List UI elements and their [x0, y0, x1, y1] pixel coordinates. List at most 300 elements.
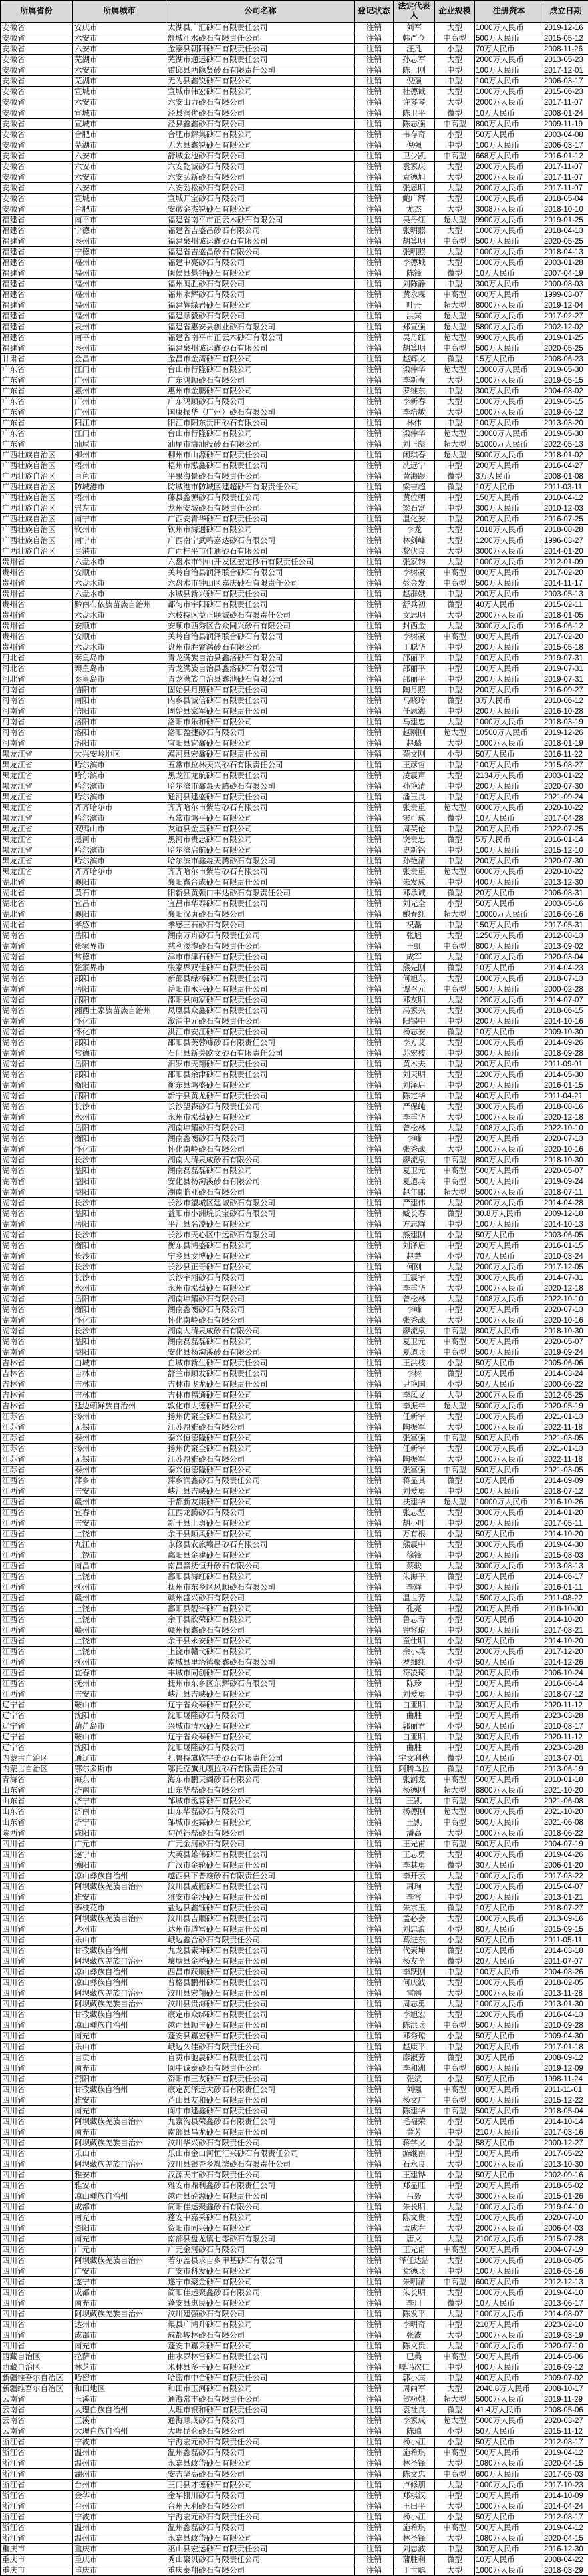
cell-scale: 小型: [435, 44, 475, 55]
cell-scale: 中型: [435, 1550, 475, 1561]
cell-company: 台山市行隆砂石有限公司: [166, 365, 355, 375]
cell-legal-rep: 何刚: [394, 1262, 435, 1273]
cell-company: 福建辉绿岩砂石有限公司: [166, 300, 355, 311]
cell-legal-rep: 刘忠波: [394, 2544, 435, 2555]
cell-status: 注销: [355, 771, 394, 781]
cell-date: 2014-10-14: [543, 2117, 588, 2127]
cell-city: 攀枝花市: [73, 1903, 166, 1914]
cell-date: 2016-01-14: [543, 835, 588, 845]
cell-date: 2023-02-10: [543, 2320, 588, 2330]
cell-date: 2014-10-20: [543, 1529, 588, 1540]
table-row: [1, 2533, 588, 2544]
cell-scale: 大型: [435, 87, 475, 97]
cell-legal-rep: 李明奇: [394, 2320, 435, 2330]
cell-city: 宜春市: [73, 1668, 166, 1679]
cell-province: 安徽省: [1, 119, 73, 130]
cell-capital: 500万人民币: [475, 1465, 543, 1476]
cell-city: 广元市: [73, 2245, 166, 2256]
cell-capital: 1200万人民币: [475, 1070, 543, 1080]
cell-capital: 50万人民币: [475, 130, 543, 140]
cell-province: 四川省: [1, 2149, 73, 2159]
table-row: [1, 2298, 588, 2309]
cell-city: 宜春市: [73, 1508, 166, 1518]
cell-company: 凤凰县众鑫砂石有限责任公司: [166, 1006, 355, 1016]
cell-scale: 微型: [435, 888, 475, 899]
cell-legal-rep: 王凯: [394, 1796, 435, 1807]
cell-status: 注销: [355, 1305, 394, 1315]
table-row: [1, 1006, 588, 1016]
cell-legal-rep: 杨德刚: [394, 1785, 435, 1796]
cell-scale: 大型: [435, 525, 475, 535]
cell-company: 福建省南平市正云木砂石有限公司: [166, 333, 355, 343]
cell-date: 2021-03-05: [543, 1433, 588, 1444]
table-row: [1, 1358, 588, 1369]
cell-scale: 微型: [435, 1946, 475, 1956]
cell-legal-rep: 何庆波: [394, 1978, 435, 1988]
cell-province: 浙江省: [1, 2480, 73, 2491]
table-row: [1, 2191, 588, 2202]
cell-status: 注销: [355, 2448, 394, 2458]
cell-province: 重庆市: [1, 2565, 73, 2576]
cell-date: 2006-04-03: [543, 2223, 588, 2234]
cell-date: 2014-03-24: [543, 1369, 588, 1379]
cell-legal-rep: 张斌: [394, 2074, 435, 2085]
table-row: [1, 1914, 588, 1924]
cell-capital: 100万人民币: [475, 1689, 543, 1700]
cell-company: 于都新友康砂石有限公司: [166, 1497, 355, 1508]
cell-status: 注销: [355, 1476, 394, 1486]
cell-status: 注销: [355, 1807, 394, 1817]
cell-status: 注销: [355, 1668, 394, 1679]
cell-scale: 微型: [435, 696, 475, 706]
table-row: [1, 931, 588, 941]
cell-city: 哈尔滨市: [73, 856, 166, 867]
cell-status: 注销: [355, 322, 394, 333]
cell-date: 2020-11-12: [543, 1732, 588, 1743]
cell-capital: 1000万人民币: [475, 717, 543, 728]
cell-scale: 大型: [435, 1444, 475, 1454]
cell-capital: 9900万人民币: [475, 333, 543, 343]
table-row: [1, 1305, 588, 1315]
table-row: [1, 717, 588, 728]
cell-status: 注销: [355, 1337, 394, 1347]
cell-scale: 中型: [435, 1219, 475, 1230]
table-row: [1, 2362, 588, 2373]
table-row: [1, 1198, 588, 1209]
cell-province: 四川省: [1, 1956, 73, 1967]
cell-province: 辽宁省: [1, 1711, 73, 1721]
cell-company: 渠县广鸿升砂石有限公司: [166, 2320, 355, 2330]
table-row: [1, 183, 588, 194]
cell-capital: 20万人民币: [475, 888, 543, 899]
cell-city: 达州市: [73, 2320, 166, 2330]
cell-date: 2017-11-07: [543, 97, 588, 108]
cell-city: 六安市: [73, 162, 166, 172]
cell-province: 江西省: [1, 1689, 73, 1700]
cell-date: 2003-05-13: [543, 589, 588, 600]
cell-legal-rep: 李德城: [394, 258, 435, 268]
cell-city: 延边朝鲜族自治州: [73, 1401, 166, 1412]
cell-status: 注销: [355, 236, 394, 247]
cell-status: 注销: [355, 589, 394, 600]
cell-capital: 1000万人民币: [475, 258, 543, 268]
cell-scale: 大型: [435, 1102, 475, 1112]
table-row: [1, 1027, 588, 1038]
table-row: [1, 23, 588, 33]
cell-city: 南昌市: [73, 1561, 166, 1572]
cell-legal-rep: 凌震声: [394, 771, 435, 781]
cell-capital: 10万人民币: [475, 1476, 543, 1486]
cell-province: 福建省: [1, 279, 73, 290]
cell-status: 注销: [355, 2288, 394, 2298]
cell-date: 2014-10-13: [543, 1219, 588, 1230]
cell-company: 台州天利砂石有限公司: [166, 2501, 355, 2512]
table-row: [1, 1753, 588, 1764]
cell-status: 注销: [355, 2245, 394, 2256]
cell-date: 2018-10-30: [543, 1604, 588, 1615]
cell-legal-rep: 朱发成: [394, 877, 435, 888]
cell-province: 湖南省: [1, 1144, 73, 1155]
cell-capital: 8800万人民币: [475, 1807, 543, 1817]
cell-scale: 大型: [435, 535, 475, 546]
cell-city: 怀化市: [73, 1144, 166, 1155]
cell-province: 四川省: [1, 2020, 73, 2031]
cell-legal-rep: 嘎玛次仁: [394, 2362, 435, 2373]
table-row: [1, 1550, 588, 1561]
cell-legal-rep: 杨德刚: [394, 1807, 435, 1817]
table-row: [1, 1273, 588, 1283]
cell-legal-rep: 钟容琅: [394, 1625, 435, 1636]
cell-company: 沈阳晟隆砂石有限公司: [166, 1711, 355, 1721]
cell-date: 2016-09-12: [543, 2362, 588, 2373]
cell-legal-rep: 赵璐: [394, 738, 435, 749]
cell-province: 黑龙江省: [1, 760, 73, 771]
table-row: [1, 1604, 588, 1615]
table-row: [1, 1796, 588, 1807]
cell-province: 湖北省: [1, 888, 73, 899]
table-row: [1, 97, 588, 108]
cell-company: 五常市拉林天兴砂石有限责任公司: [166, 760, 355, 771]
cell-legal-rep: 曲胜: [394, 1743, 435, 1753]
cell-scale: 大型: [435, 1273, 475, 1283]
cell-company: 闽侯县悬钟砂石有限公司: [166, 268, 355, 279]
cell-status: 注销: [355, 119, 394, 130]
cell-province: 贵州省: [1, 600, 73, 610]
cell-capital: 200万人民币: [475, 2181, 543, 2191]
cell-status: 注销: [355, 2352, 394, 2362]
cell-province: 安徽省: [1, 44, 73, 55]
cell-province: 湖南省: [1, 1283, 73, 1294]
cell-province: 湖南省: [1, 1091, 73, 1102]
table-row: [1, 1112, 588, 1123]
cell-company: 宜昌市华泰砂石有限责任公司: [166, 899, 355, 909]
cell-legal-rep: 李新春: [394, 375, 435, 386]
table-row: [1, 76, 588, 87]
cell-legal-rep: 罗维东: [394, 386, 435, 397]
table-row: [1, 1529, 588, 1540]
cell-legal-rep: 王虹: [394, 941, 435, 952]
cell-status: 注销: [355, 2170, 394, 2181]
table-row: [1, 119, 588, 130]
table-row: [1, 2020, 588, 2031]
cell-province: 江苏省: [1, 1444, 73, 1454]
cell-province: 湖南省: [1, 1123, 73, 1134]
cell-legal-rep: 邓承诚: [394, 888, 435, 899]
cell-province: 山东省: [1, 1807, 73, 1817]
cell-company: 慈利溇澧砂石有限责任公司: [166, 941, 355, 952]
cell-date: 2003-05-16: [543, 899, 588, 909]
cell-status: 注销: [355, 162, 394, 172]
cell-province: 四川省: [1, 2202, 73, 2213]
cell-scale: 中型: [435, 1091, 475, 1102]
cell-capital: 500万人民币: [475, 2523, 543, 2533]
cell-province: 四川省: [1, 1967, 73, 1978]
cell-scale: 中高型: [435, 1796, 475, 1807]
table-row: [1, 1657, 588, 1668]
cell-status: 注销: [355, 1657, 394, 1668]
cell-capital: 500万人民币: [475, 2448, 543, 2458]
table-row: [1, 268, 588, 279]
cell-status: 注销: [355, 1636, 394, 1647]
cell-province: 湖南省: [1, 1241, 73, 1251]
cell-company: 水城县新兴砂石有限责任公司: [166, 589, 355, 600]
cell-legal-rep: 孙艳清: [394, 856, 435, 867]
cell-status: 注销: [355, 1262, 394, 1273]
cell-date: 2021-01-13: [543, 1444, 588, 1454]
cell-company: 沈阳晟隆砂石有限公司: [166, 1743, 355, 1753]
cell-status: 注销: [355, 632, 394, 642]
cell-capital: 70万人民币: [475, 44, 543, 55]
cell-date: 2008-04-22: [543, 2555, 588, 2565]
cell-company: 内乡县诚信砂石有限责任公司: [166, 696, 355, 706]
table-row: [1, 429, 588, 439]
cell-date: 2010-08-17: [543, 1721, 588, 1732]
table-row: [1, 546, 588, 557]
cell-company: 米林县多卡砂石有限公司: [166, 2362, 355, 2373]
cell-city: 福州市: [73, 300, 166, 311]
cell-scale: 超大型: [435, 333, 475, 343]
cell-legal-rep: 史新铭: [394, 845, 435, 856]
cell-capital: 1000万人民币: [475, 1978, 543, 1988]
table-row: [1, 525, 588, 535]
cell-company: 敦化市大德砂石有限公司: [166, 1401, 355, 1412]
cell-legal-rep: 洪宾: [394, 311, 435, 322]
cell-company: 洛阳盈捷砂石有限公司: [166, 728, 355, 738]
cell-scale: 小型: [435, 2170, 475, 2181]
cell-capital: 50万人民币: [475, 2074, 543, 2085]
cell-date: 2014-10-16: [543, 1016, 588, 1027]
cell-legal-rep: 张家钧: [394, 557, 435, 568]
cell-city: 重庆市: [73, 2555, 166, 2565]
cell-scale: 中型: [435, 653, 475, 664]
cell-date: 2016-12-30: [543, 2544, 588, 2555]
cell-date: 2020-10-22: [543, 867, 588, 877]
cell-legal-rep: 郭小宾: [394, 2373, 435, 2384]
cell-status: 注销: [355, 2095, 394, 2106]
cell-capital: 10万人民币: [475, 2298, 543, 2309]
cell-status: 注销: [355, 2384, 394, 2394]
cell-city: 邵阳市: [73, 1091, 166, 1102]
cell-company: 新邵县绿杨砂石有限责任公司: [166, 974, 355, 984]
cell-scale: 微型: [435, 1903, 475, 1914]
cell-city: 温州市: [73, 2533, 166, 2544]
cell-city: 六安市: [73, 44, 166, 55]
cell-scale: 大型: [435, 375, 475, 386]
table-row: [1, 1732, 588, 1743]
cell-scale: 中型: [435, 1967, 475, 1978]
cell-legal-rep: 孙志军: [394, 55, 435, 65]
cell-province: 黑龙江省: [1, 792, 73, 803]
cell-scale: 中型: [435, 2042, 475, 2053]
cell-capital: 50万人民币: [475, 1615, 543, 1625]
cell-province: 黑龙江省: [1, 824, 73, 835]
table-row: [1, 578, 588, 589]
table-row: [1, 471, 588, 482]
cell-status: 注销: [355, 279, 394, 290]
cell-scale: 大型: [435, 1508, 475, 1518]
cell-legal-rep: 冯家兴: [394, 1006, 435, 1016]
cell-date: 2017-12-05: [543, 1262, 588, 1273]
cell-date: 2015-05-12: [543, 33, 588, 44]
cell-scale: 大型: [435, 2458, 475, 2469]
cell-company: 藤县鑫源砂石有限责任公司: [166, 493, 355, 503]
cell-scale: 微型: [435, 1860, 475, 1871]
cell-company: 峨边久佳砂石有限责任公司: [166, 2042, 355, 2053]
cell-company: 哈尔滨启航砂石有限公司: [166, 845, 355, 856]
table-body: [1, 23, 588, 2576]
cell-capital: 300万人民币: [475, 279, 543, 290]
cell-scale: 大型: [435, 247, 475, 258]
cell-date: 2015-08-27: [543, 760, 588, 771]
cell-scale: 大型: [435, 2384, 475, 2394]
table-row: [1, 557, 588, 568]
cell-city: 南充市: [73, 2298, 166, 2309]
cell-scale: 大型: [435, 2223, 475, 2234]
cell-capital: 1000万人民币: [475, 1444, 543, 1454]
cell-legal-rep: 吴丹红: [394, 333, 435, 343]
cell-capital: 100万人民币: [475, 653, 543, 664]
cell-date: 2017-12-01: [543, 65, 588, 76]
cell-status: 注销: [355, 1540, 394, 1550]
table-row: [1, 1080, 588, 1091]
cell-capital: 1000万人民币: [475, 1882, 543, 1892]
cell-company: 通海顺成砂石有限公司: [166, 2416, 355, 2426]
cell-date: 2016-01-12: [543, 151, 588, 162]
cell-city: 南充市: [73, 2106, 166, 2117]
cell-company: 汶川县贵海砂石有限责任公司: [166, 1999, 355, 2010]
cell-date: 2015-04-07: [543, 1882, 588, 1892]
cell-date: 2012-08-17: [543, 2512, 588, 2523]
cell-company: 汶川县威雁砂石有限责任公司: [166, 1882, 355, 1892]
cell-status: 注销: [355, 525, 394, 535]
cell-province: 广西壮族自治区: [1, 471, 73, 482]
cell-city: 长沙市: [73, 1102, 166, 1112]
table-row: [1, 2063, 588, 2074]
cell-province: 广东省: [1, 365, 73, 375]
table-row: [1, 439, 588, 450]
cell-date: 2018-07-13: [543, 974, 588, 984]
cell-city: 长沙市: [73, 1273, 166, 1283]
cell-scale: 小型: [435, 2031, 475, 2042]
cell-province: 湖南省: [1, 1305, 73, 1315]
cell-date: 2013-03-20: [543, 418, 588, 429]
cell-date: 2013-01-21: [543, 1892, 588, 1903]
cell-date: 2018-01-02: [543, 450, 588, 461]
cell-company: 台山市行隆砂石有限公司: [166, 429, 355, 439]
cell-status: 注销: [355, 2063, 394, 2074]
cell-status: 注销: [355, 1679, 394, 1689]
cell-status: 注销: [355, 55, 394, 65]
table-row: [1, 1187, 588, 1198]
cell-legal-rep: 施希琪: [394, 2523, 435, 2533]
cell-company: 哈尔滨市鑫淼天腾砂石有限公司: [166, 856, 355, 867]
cell-scale: 大型: [435, 1038, 475, 1048]
table-row: [1, 2512, 588, 2523]
cell-scale: 大型: [435, 1123, 475, 1134]
cell-status: 注销: [355, 888, 394, 899]
cell-scale: 微型: [435, 1572, 475, 1582]
cell-capital: 1000万人民币: [475, 2501, 543, 2512]
cell-capital: 200万人民币: [475, 1134, 543, 1144]
cell-city: 重庆市: [73, 2544, 166, 2555]
cell-status: 注销: [355, 1134, 394, 1144]
cell-status: 注销: [355, 1625, 394, 1636]
cell-city: 金华市: [73, 2491, 166, 2501]
cell-company: 芦山县友和砂石有限责任公司: [166, 2095, 355, 2106]
cell-status: 注销: [355, 2544, 394, 2555]
cell-company: 辽宁省众泰砂石有限公司: [166, 1700, 355, 1711]
cell-legal-rep: 祝磊: [394, 920, 435, 931]
cell-legal-rep: 梁仲华: [394, 365, 435, 375]
cell-province: 广西壮族自治区: [1, 450, 73, 461]
cell-company: 泰兴恒德隆砂石有限公司: [166, 1433, 355, 1444]
cell-date: 2019-09-24: [543, 1176, 588, 1187]
cell-city: 宁波市: [73, 2437, 166, 2448]
cell-province: 四川省: [1, 2170, 73, 2181]
cell-scale: 中型: [435, 1892, 475, 1903]
table-row: [1, 1518, 588, 1529]
cell-date: 2018-01-19: [543, 738, 588, 749]
cell-scale: 中高型: [435, 2020, 475, 2031]
cell-legal-rep: 白亚明: [394, 1700, 435, 1711]
cell-province: 内蒙古自治区: [1, 1753, 73, 1764]
cell-capital: 100万人民币: [475, 65, 543, 76]
table-row: [1, 162, 588, 172]
cell-capital: 200万人民币: [475, 1550, 543, 1561]
cell-province: 湖南省: [1, 1048, 73, 1059]
cell-province: 河北省: [1, 674, 73, 685]
cell-city: 台州市: [73, 2501, 166, 2512]
cell-legal-rep: 李辉: [394, 1582, 435, 1593]
cell-company: 南部县盘龙镇七零砂石有限公司: [166, 2234, 355, 2245]
cell-legal-rep: 游继南: [394, 2149, 435, 2159]
cell-status: 注销: [355, 600, 394, 610]
cell-date: 2016-01-15: [543, 1241, 588, 1251]
cell-status: 注销: [355, 535, 394, 546]
cell-legal-rep: 陈志强: [394, 119, 435, 130]
cell-city: 广安市: [73, 2266, 166, 2277]
cell-scale: 中型: [435, 1048, 475, 1059]
cell-province: 四川省: [1, 2063, 73, 2074]
cell-date: 2010-03-24: [543, 1251, 588, 1262]
cell-status: 注销: [355, 226, 394, 236]
cell-scale: 微型: [435, 813, 475, 824]
cell-capital: 9900万人民币: [475, 215, 543, 226]
cell-capital: 1000万人民币: [475, 1454, 543, 1465]
cell-date: 2016-04-27: [543, 461, 588, 471]
cell-capital: 50万人民币: [475, 1358, 543, 1369]
cell-province: 湖南省: [1, 1251, 73, 1262]
